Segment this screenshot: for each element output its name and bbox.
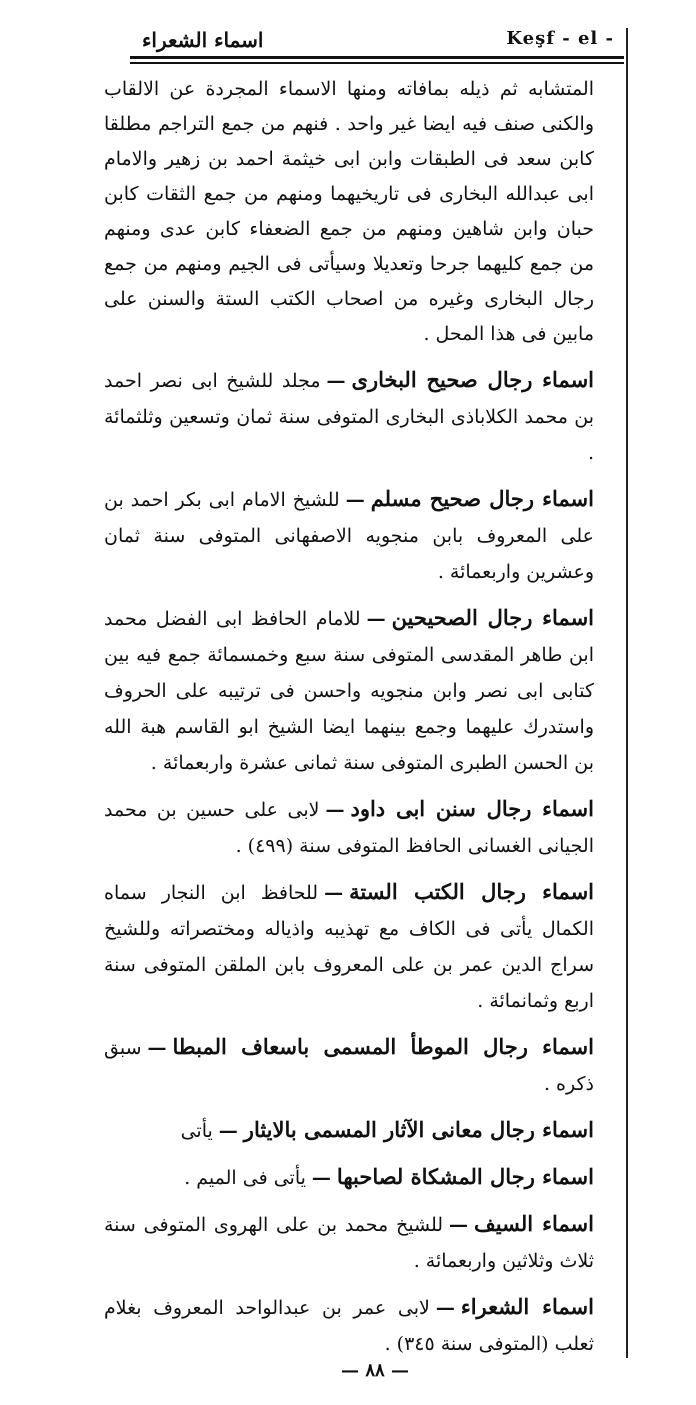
entry-separator: — [325, 799, 345, 821]
entry-title: اسماء رجال الكتب الستة [349, 879, 595, 904]
entry-separator: — [435, 1297, 455, 1319]
page-number: — ٨٨ — [341, 1360, 409, 1381]
entry-title: اسماء الشعراء [460, 1294, 594, 1319]
entry-asma-sayf [104, 1206, 594, 1279]
entry-text: للشيخ محمد بن على الهروى المتوفى سنة ثلاث وثلاثين واربعمائة . [104, 1214, 594, 1272]
entry-rijal-muwatta [104, 1029, 594, 1102]
entry-separator: — [324, 882, 344, 904]
entry-title: اسماء رجال صحيح مسلم [370, 486, 594, 511]
entry-title: اسماء رجال الموطأ المسمى باسعاف المبطا [172, 1034, 594, 1059]
entry-rijal-kutub-sitta [104, 874, 594, 1019]
entry-separator: — [147, 1037, 167, 1059]
entry-rijal-mishkat [104, 1159, 594, 1196]
entry-text: لابى عمر بن عبدالواحد المعروف بغلام ثعلب (المتوفى سنة ٣٤٥) . [104, 1297, 594, 1355]
entry-rijal-muslim [104, 481, 594, 590]
page-header [128, 26, 616, 54]
entry-rijal-abi-dawud [104, 791, 594, 864]
entry-title: اسماء رجال صحيح البخارى [351, 367, 594, 392]
entry-title: اسماء السيف [474, 1211, 594, 1236]
header-rule-thin [130, 62, 624, 64]
main-text [104, 72, 594, 1362]
entry-text: سبق ذكره . [104, 1037, 594, 1095]
running-title: اسماء الشعراء [142, 28, 264, 52]
entry-title: اسماء رجال الصحيحين [391, 605, 594, 630]
page-margin-line [626, 28, 628, 1358]
entry-asma-shuara [104, 1289, 594, 1362]
entry-title: اسماء رجال المشكاة لصاحبها [336, 1164, 594, 1189]
running-title-latin: Keşf - el - [506, 28, 614, 49]
intro-paragraph: المتشابه ثم ذيله بمافاته ومنها الاسماء المجردة عن الالقاب والكنى صنف فيه ايضا غير واحد . فنهم من جمع التراجم مطلقا كابن سعد فى الطبقات وابن ابى خيثمة احمد بن زهير والامام ابى عبدالله البخارى فى تاريخيهما ومنهم من جمع الثقات كابن حبان وابن شاهين ومنهم من جمع الضعفاء كابن عدى ومنهم من جمع كليهما جرحا وتعديلا وسيأتى فى الجيم ومنهم من جمع رجال البخارى وغيره من اصحاب الكتب الستة والسنن على مابين فى هذا المحل . [104, 78, 594, 345]
entry-title: اسماء رجال معانى الآثار المسمى بالايثار [243, 1117, 594, 1142]
entry-text: مجلد للشيخ ابى نصر احمد بن محمد الكلاباذى البخارى المتوفى سنة ثمان وتسعين وثلثمائة . [104, 370, 594, 464]
entry-separator: — [366, 608, 386, 630]
entry-text: للامام الحافظ ابى الفضل محمد ابن طاهر المقدسى المتوفى سنة سبع وخمسمائة جمع فيه بين كتابى ابى نصر وابن منجويه واحسن فى ترتيبه على الحروف واستدرك عليهما وجمع بينهما ايضا الشيخ ابو القاسم هبة الله بن الحسن الطبرى المتوفى سنة ثمانى عشرة واربعمائة . [104, 608, 594, 774]
entry-text: يأتى [180, 1120, 213, 1142]
entry-text: لابى على حسين بن محمد الجيانى الغسانى الحافظ المتوفى سنة (٤٩٩) . [104, 799, 594, 857]
entry-separator: — [326, 370, 346, 392]
entry-text: يأتى فى الميم . [184, 1167, 306, 1189]
entry-separator: — [218, 1120, 238, 1142]
header-rule-thick [130, 56, 624, 59]
entry-title: اسماء رجال سنن ابى داود [350, 796, 594, 821]
entry-rijal-maani-athar [104, 1112, 594, 1149]
entry-text: للحافظ ابن النجار سماه الكمال يأتى فى الكاف مع تهذيبه واذياله ومختصراته وللشيخ سراج الدين عمر بن على المعروف بابن الملقن المتوفى سنة اربع وثمانمائة . [104, 882, 594, 1012]
entry-separator: — [449, 1214, 469, 1236]
entry-separator: — [345, 489, 365, 511]
entry-text: للشيخ الامام ابى بكر احمد بن على المعروف بابن منجويه الاصفهانى المتوفى سنة ثمان وعشرين واربعمائة . [104, 489, 594, 583]
entry-rijal-sahihayn [104, 600, 594, 781]
entry-separator: — [311, 1167, 331, 1189]
entry-rijal-bukhari [104, 362, 594, 471]
